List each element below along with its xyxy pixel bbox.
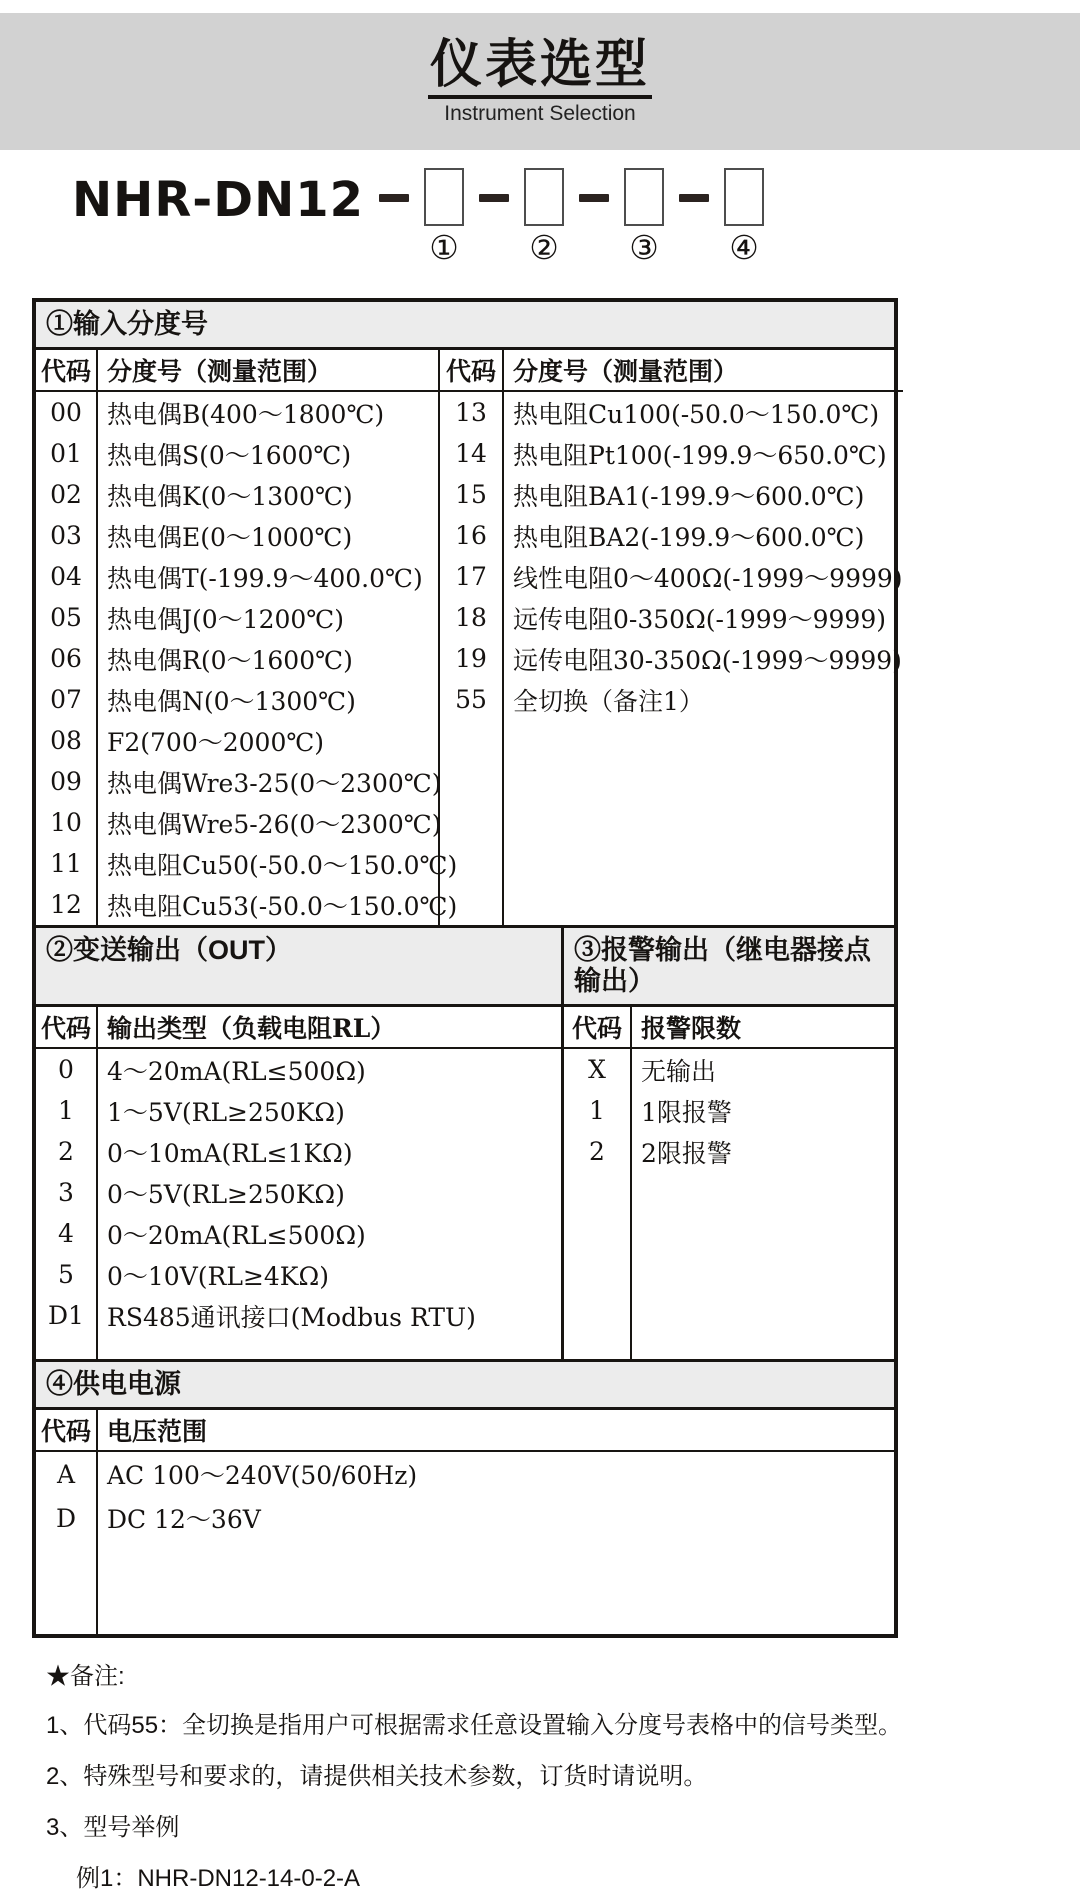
table-row <box>36 474 438 515</box>
row-code-cell: 07 <box>36 679 98 720</box>
row-code-cell: 00 <box>36 392 98 433</box>
alarm-output-rows <box>564 1049 894 1172</box>
desc-column-header: 报警限数 <box>641 1014 742 1043</box>
row-desc-cell: 热电偶B(400～1800℃) <box>107 399 385 429</box>
table-row <box>36 1090 561 1131</box>
slot-number: ① <box>429 228 459 267</box>
row-desc-cell: 全切换（备注1） <box>513 686 704 716</box>
row-desc-cell: 热电阻BA1(-199.9～600.0℃) <box>513 481 865 511</box>
table-row <box>36 1295 561 1336</box>
desc-column-header: 电压范围 <box>107 1417 208 1446</box>
transmission-output-rows <box>36 1049 561 1336</box>
slot-number: ④ <box>729 228 759 267</box>
table-row <box>440 597 903 638</box>
row-desc-cell: F2(700～2000℃) <box>107 727 325 757</box>
table-row <box>564 1131 894 1172</box>
row-desc-cell: 热电偶E(0～1000℃) <box>107 522 353 552</box>
row-code-cell: 2 <box>36 1131 98 1172</box>
row-code-cell: 02 <box>36 474 98 515</box>
model-code-slot <box>364 168 464 265</box>
table-row <box>36 679 438 720</box>
section4-header: ④供电电源 <box>36 1359 894 1410</box>
table-row <box>36 1049 561 1090</box>
section2-header: ②变送输出（OUT） <box>36 928 564 1004</box>
table-header-row <box>564 1007 894 1049</box>
code-placeholder-box <box>424 168 464 226</box>
row-desc-cell: 热电阻Cu50(-50.0～150.0℃) <box>107 850 458 880</box>
row-desc-cell: 热电偶K(0～1300℃) <box>107 481 353 511</box>
row-desc-cell: 1限报警 <box>641 1097 732 1127</box>
row-desc-cell: 0～20mA(RL≤500Ω) <box>107 1220 366 1250</box>
model-code-slot <box>464 168 564 265</box>
row-code-cell: 19 <box>440 638 504 679</box>
table-row <box>36 761 442 802</box>
input-signal-table <box>36 350 903 925</box>
empty-filler <box>36 1540 894 1634</box>
row-code-cell: 0 <box>36 1049 98 1090</box>
row-code-cell: 55 <box>440 679 504 720</box>
row-code-cell: 04 <box>36 556 98 597</box>
input-table-left-half <box>36 350 458 925</box>
input-table-right-rows <box>440 392 903 720</box>
row-desc-cell: 0～5V(RL≥250KΩ) <box>107 1179 345 1209</box>
row-code-cell: A <box>36 1452 98 1496</box>
table-row <box>36 597 438 638</box>
transmission-output-table <box>36 1007 564 1359</box>
code-placeholder-box <box>624 168 664 226</box>
empty-filler <box>36 1336 561 1359</box>
note-item: 2、特殊型号和要求的，请提供相关技术参数，订货时请说明。 <box>46 1763 708 1790</box>
row-code-cell: 14 <box>440 433 504 474</box>
table-row <box>36 556 438 597</box>
row-desc-cell: 2限报警 <box>641 1138 732 1168</box>
power-supply-rows <box>36 1452 894 1540</box>
power-supply-table <box>36 1410 894 1634</box>
row-desc-cell: 热电阻Cu53(-50.0～150.0℃) <box>107 891 458 921</box>
row-desc-cell: 热电偶Wre3-25(0～2300℃) <box>107 768 442 798</box>
table-row <box>36 843 458 884</box>
model-example: 例1：NHR-DN12-14-0-2-A <box>76 1865 361 1892</box>
dash-separator <box>479 194 509 202</box>
dash-separator <box>679 194 709 202</box>
page-subtitle: Instrument Selection <box>444 101 636 125</box>
table-row <box>36 1496 894 1540</box>
alarm-output-table <box>564 1007 894 1359</box>
table-row <box>440 515 903 556</box>
note-item: 3、型号举例 <box>46 1814 180 1841</box>
row-desc-cell: 0～10V(RL≥4KΩ) <box>107 1261 329 1291</box>
title-banner <box>0 13 1080 150</box>
code-column-header: 代码 <box>564 1007 632 1047</box>
row-desc-cell: 热电偶N(0～1300℃) <box>107 686 356 716</box>
dash-separator <box>579 194 609 202</box>
table-row <box>36 1131 561 1172</box>
row-code-cell: 10 <box>36 802 98 843</box>
code-column-header: 代码 <box>440 350 504 390</box>
table-row <box>564 1049 894 1090</box>
table-row <box>36 1213 561 1254</box>
slot-number: ② <box>529 228 559 267</box>
table-row <box>36 638 438 679</box>
table-row <box>36 433 438 474</box>
table-row <box>36 1172 561 1213</box>
row-desc-cell: 热电阻BA2(-199.9～600.0℃) <box>513 522 865 552</box>
row-code-cell: 09 <box>36 761 98 802</box>
table-row <box>36 802 442 843</box>
row-desc-cell: 线性电阻0～400Ω(-1999～9999) <box>513 563 903 593</box>
output-and-alarm-tables <box>36 1007 894 1359</box>
table-row <box>440 679 903 720</box>
model-code-slot <box>664 168 764 265</box>
row-code-cell: 05 <box>36 597 98 638</box>
selection-table-block <box>32 298 903 1638</box>
code-column-header: 代码 <box>36 1410 98 1450</box>
model-code-slots <box>364 168 764 265</box>
row-code-cell: 13 <box>440 392 504 433</box>
table-row <box>36 392 438 433</box>
table-row <box>36 515 438 556</box>
table-row <box>36 1452 894 1496</box>
row-desc-cell: RS485通讯接口(Modbus RTU) <box>107 1302 476 1332</box>
desc-column-header: 分度号（测量范围） <box>107 357 333 386</box>
code-column-header: 代码 <box>36 1007 98 1047</box>
section3-header: ③报警输出（继电器接点输出） <box>574 935 871 996</box>
table-header-row <box>36 350 438 392</box>
row-code-cell: D1 <box>36 1295 98 1336</box>
empty-filler <box>440 720 903 925</box>
page-title: 仪表选型 <box>428 37 652 98</box>
input-table-left-rows <box>36 392 458 925</box>
note-item: 1、代码55：全切换是指用户可根据需求任意设置输入分度号表格中的信号类型。 <box>46 1712 903 1739</box>
model-code-slot <box>564 168 664 265</box>
row-desc-cell: DC 12～36V <box>107 1505 261 1534</box>
row-code-cell: 01 <box>36 433 98 474</box>
input-table-right-half <box>440 350 903 925</box>
row-desc-cell: 无输出 <box>641 1056 717 1086</box>
code-column-header: 代码 <box>36 350 98 390</box>
table-header-row <box>36 1410 894 1452</box>
row-code-cell: 1 <box>36 1090 98 1131</box>
desc-column-header: 输出类型（负载电阻RL） <box>107 1014 396 1043</box>
dash-separator <box>379 194 409 202</box>
row-desc-cell: 热电偶Wre5-26(0～2300℃) <box>107 809 442 839</box>
row-desc-cell: 热电阻Cu100(-50.0～150.0℃) <box>513 399 880 429</box>
row-code-cell: 16 <box>440 515 504 556</box>
row-desc-cell: 0～10mA(RL≤1KΩ) <box>107 1138 353 1168</box>
table-header-row <box>440 350 903 392</box>
row-code-cell: 17 <box>440 556 504 597</box>
table-row <box>440 556 903 597</box>
section2-3-header <box>36 925 894 1007</box>
table-row <box>36 720 438 761</box>
row-code-cell: 4 <box>36 1213 98 1254</box>
notes-header: ★备注: <box>46 1663 125 1690</box>
row-code-cell: 15 <box>440 474 504 515</box>
code-placeholder-box <box>724 168 764 226</box>
notes-section <box>46 1656 1080 1893</box>
code-placeholder-box <box>524 168 564 226</box>
row-code-cell: 11 <box>36 843 98 884</box>
row-desc-cell: 远传电阻30-350Ω(-1999～9999) <box>513 645 902 675</box>
table-row <box>440 474 903 515</box>
row-code-cell: 5 <box>36 1254 98 1295</box>
row-code-cell: X <box>564 1049 632 1090</box>
row-desc-cell: 热电偶S(0～1600℃) <box>107 440 352 470</box>
row-code-cell: 03 <box>36 515 98 556</box>
row-code-cell: D <box>36 1496 98 1540</box>
table-row <box>440 392 903 433</box>
row-desc-cell: 热电阻Pt100(-199.9～650.0℃) <box>513 440 887 470</box>
row-code-cell: 2 <box>564 1131 632 1172</box>
table-row <box>564 1090 894 1131</box>
row-code-cell: 06 <box>36 638 98 679</box>
desc-column-header: 分度号（测量范围） <box>513 357 739 386</box>
row-code-cell: 1 <box>564 1090 632 1131</box>
row-desc-cell: 4～20mA(RL≤500Ω) <box>107 1056 366 1086</box>
table-row <box>440 638 903 679</box>
notes-list <box>46 1705 1080 1842</box>
row-code-cell: 3 <box>36 1172 98 1213</box>
table-header-row <box>36 1007 561 1049</box>
row-desc-cell: 1～5V(RL≥250KΩ) <box>107 1097 345 1127</box>
row-desc-cell: 热电偶J(0～1200℃) <box>107 604 345 634</box>
model-code-line <box>72 168 1080 272</box>
empty-filler <box>564 1172 894 1359</box>
row-desc-cell: 远传电阻0-350Ω(-1999～9999) <box>513 604 886 634</box>
section1-header: ①输入分度号 <box>36 302 894 350</box>
table-row <box>440 433 903 474</box>
row-desc-cell: 热电偶R(0～1600℃) <box>107 645 353 675</box>
row-code-cell: 12 <box>36 884 98 925</box>
row-code-cell: 08 <box>36 720 98 761</box>
model-prefix: NHR-DN12 <box>72 172 365 228</box>
row-code-cell: 18 <box>440 597 504 638</box>
slot-number: ③ <box>629 228 659 267</box>
table-row <box>36 1254 561 1295</box>
table-row <box>36 884 458 925</box>
row-desc-cell: AC 100～240V(50/60Hz) <box>107 1461 418 1490</box>
row-desc-cell: 热电偶T(-199.9～400.0℃) <box>107 563 423 593</box>
